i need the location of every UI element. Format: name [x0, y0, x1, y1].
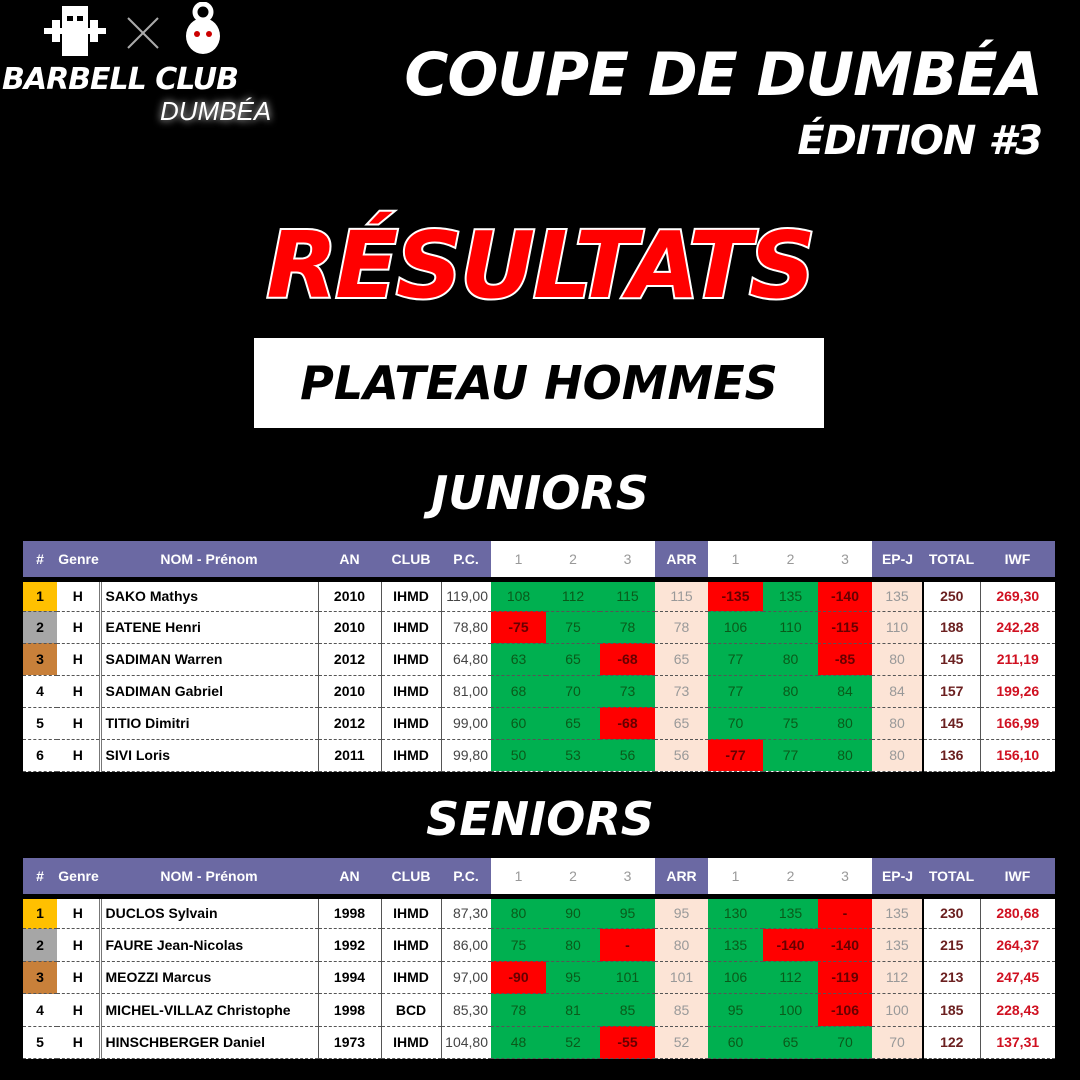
cj-3-cell: -115: [818, 611, 872, 643]
cj-best-cell: 135: [872, 579, 923, 611]
cj-best-cell: 80: [872, 707, 923, 739]
logo-emblems-icon: [40, 2, 270, 60]
snatch-best-cell: 73: [655, 675, 708, 707]
iwf-score-cell: 156,10: [980, 739, 1055, 771]
year-cell: 2010: [318, 611, 381, 643]
snatch-3-cell: 101: [600, 961, 655, 994]
cj-best-cell: 100: [872, 994, 923, 1027]
category-banner: [254, 338, 824, 428]
rank-cell: 4: [23, 994, 57, 1027]
column-header-bodyweight: P.C.: [441, 541, 491, 579]
logo-line2: DUMBÉA: [160, 96, 272, 126]
cj-2-cell: 80: [763, 675, 818, 707]
rank-cell: 6: [23, 739, 57, 771]
club-cell: IHMD: [381, 739, 441, 771]
cj-best-cell: 80: [872, 643, 923, 675]
total-cell: 157: [923, 675, 980, 707]
club-logo: [0, 0, 270, 130]
snatch-3-cell: 85: [600, 994, 655, 1027]
cj-3-cell: 70: [818, 1026, 872, 1059]
snatch-1-cell: 68: [491, 675, 546, 707]
snatch-1-cell: -90: [491, 961, 546, 994]
table-row: [23, 579, 1055, 611]
seniors-results-table: [23, 858, 1055, 1059]
column-header-snatch-2: 2: [546, 858, 600, 896]
column-header-rank: #: [23, 858, 57, 896]
bodyweight-cell: 99,80: [441, 739, 491, 771]
cj-3-cell: 80: [818, 707, 872, 739]
cj-3-cell: -106: [818, 994, 872, 1027]
header-row: [23, 541, 1055, 579]
snatch-2-cell: 70: [546, 675, 600, 707]
bodyweight-cell: 97,00: [441, 961, 491, 994]
cj-1-cell: 130: [708, 896, 763, 929]
snatch-1-cell: 48: [491, 1026, 546, 1059]
cj-best-cell: 112: [872, 961, 923, 994]
cj-1-cell: 135: [708, 929, 763, 962]
iwf-score-cell: 228,43: [980, 994, 1055, 1027]
cj-2-cell: 100: [763, 994, 818, 1027]
cj-best-cell: 110: [872, 611, 923, 643]
section-title-seniors: SENIORS: [426, 792, 654, 846]
total-cell: 188: [923, 611, 980, 643]
column-header-cj-2: 2: [763, 541, 818, 579]
snatch-1-cell: 60: [491, 707, 546, 739]
snatch-1-cell: 75: [491, 929, 546, 962]
rank-cell: 3: [23, 643, 57, 675]
snatch-best-cell: 115: [655, 579, 708, 611]
snatch-3-cell: 95: [600, 896, 655, 929]
total-cell: 213: [923, 961, 980, 994]
bodyweight-cell: 87,30: [441, 896, 491, 929]
iwf-score-cell: 247,45: [980, 961, 1055, 994]
total-cell: 122: [923, 1026, 980, 1059]
name-cell: TITIO Dimitri: [100, 707, 318, 739]
rank-cell: 1: [23, 579, 57, 611]
gender-cell: H: [57, 611, 100, 643]
cj-1-cell: 77: [708, 675, 763, 707]
rank-cell: 5: [23, 1026, 57, 1059]
snatch-3-cell: -68: [600, 643, 655, 675]
column-header-cj-1: 1: [708, 858, 763, 896]
bodyweight-cell: 119,00: [441, 579, 491, 611]
iwf-score-cell: 280,68: [980, 896, 1055, 929]
event-title: COUPE DE DUMBÉA: [404, 40, 1042, 110]
snatch-best-cell: 78: [655, 611, 708, 643]
cj-2-cell: 80: [763, 643, 818, 675]
column-header-club: CLUB: [381, 541, 441, 579]
club-cell: IHMD: [381, 1026, 441, 1059]
snatch-2-cell: 112: [546, 579, 600, 611]
section-title-juniors: JUNIORS: [431, 466, 649, 520]
column-header-name: NOM - Prénom: [100, 541, 318, 579]
name-cell: EATENE Henri: [100, 611, 318, 643]
club-cell: IHMD: [381, 707, 441, 739]
snatch-best-cell: 65: [655, 707, 708, 739]
column-header-snatch-3: 3: [600, 858, 655, 896]
iwf-score-cell: 242,28: [980, 611, 1055, 643]
year-cell: 2010: [318, 675, 381, 707]
rank-cell: 4: [23, 675, 57, 707]
rank-cell: 1: [23, 896, 57, 929]
cj-3-cell: -: [818, 896, 872, 929]
juniors-results-table: [23, 541, 1055, 772]
year-cell: 1998: [318, 994, 381, 1027]
snatch-2-cell: 81: [546, 994, 600, 1027]
rank-cell: 3: [23, 961, 57, 994]
table-row: [23, 739, 1055, 771]
table-row: [23, 896, 1055, 929]
header-row: [23, 858, 1055, 896]
snatch-1-cell: 108: [491, 579, 546, 611]
gender-cell: H: [57, 994, 100, 1027]
snatch-best-cell: 80: [655, 929, 708, 962]
cj-2-cell: 110: [763, 611, 818, 643]
snatch-2-cell: 80: [546, 929, 600, 962]
cj-2-cell: 75: [763, 707, 818, 739]
column-header-snatch-1: 1: [491, 858, 546, 896]
name-cell: FAURE Jean-Nicolas: [100, 929, 318, 962]
gender-cell: H: [57, 579, 100, 611]
year-cell: 2012: [318, 643, 381, 675]
column-header-rank: #: [23, 541, 57, 579]
rank-cell: 5: [23, 707, 57, 739]
year-cell: 2010: [318, 579, 381, 611]
total-cell: 145: [923, 643, 980, 675]
table-row: [23, 611, 1055, 643]
cj-3-cell: -140: [818, 929, 872, 962]
column-header-gender: Genre: [57, 858, 100, 896]
name-cell: SAKO Mathys: [100, 579, 318, 611]
snatch-1-cell: -75: [491, 611, 546, 643]
cj-3-cell: -140: [818, 579, 872, 611]
snatch-2-cell: 65: [546, 643, 600, 675]
name-cell: SADIMAN Warren: [100, 643, 318, 675]
column-header-gender: Genre: [57, 541, 100, 579]
rank-cell: 2: [23, 929, 57, 962]
column-header-cj-2: 2: [763, 858, 818, 896]
column-header-name: NOM - Prénom: [100, 858, 318, 896]
total-cell: 230: [923, 896, 980, 929]
table-row: [23, 1026, 1055, 1059]
snatch-3-cell: 73: [600, 675, 655, 707]
club-cell: IHMD: [381, 611, 441, 643]
club-cell: IHMD: [381, 643, 441, 675]
column-header-snatch-1: 1: [491, 541, 546, 579]
snatch-best-cell: 95: [655, 896, 708, 929]
bodyweight-cell: 85,30: [441, 994, 491, 1027]
gender-cell: H: [57, 929, 100, 962]
column-header-year: AN: [318, 541, 381, 579]
cj-best-cell: 84: [872, 675, 923, 707]
cj-3-cell: -119: [818, 961, 872, 994]
year-cell: 1973: [318, 1026, 381, 1059]
cj-best-cell: 135: [872, 929, 923, 962]
name-cell: MICHEL-VILLAZ Christophe: [100, 994, 318, 1027]
total-cell: 185: [923, 994, 980, 1027]
club-cell: BCD: [381, 994, 441, 1027]
total-cell: 145: [923, 707, 980, 739]
cj-1-cell: -77: [708, 739, 763, 771]
cj-best-cell: 135: [872, 896, 923, 929]
results-title: RÉSULTATS: [266, 212, 814, 319]
category-label: PLATEAU HOMMES: [300, 356, 778, 410]
cj-1-cell: -135: [708, 579, 763, 611]
iwf-score-cell: 264,37: [980, 929, 1055, 962]
cj-1-cell: 106: [708, 611, 763, 643]
snatch-best-cell: 85: [655, 994, 708, 1027]
gender-cell: H: [57, 1026, 100, 1059]
year-cell: 2012: [318, 707, 381, 739]
snatch-2-cell: 52: [546, 1026, 600, 1059]
snatch-1-cell: 78: [491, 994, 546, 1027]
cj-2-cell: 112: [763, 961, 818, 994]
column-header-total: TOTAL: [923, 541, 980, 579]
cj-2-cell: 135: [763, 579, 818, 611]
bodyweight-cell: 78,80: [441, 611, 491, 643]
year-cell: 2011: [318, 739, 381, 771]
snatch-2-cell: 75: [546, 611, 600, 643]
gender-cell: H: [57, 643, 100, 675]
table-row: [23, 961, 1055, 994]
name-cell: MEOZZI Marcus: [100, 961, 318, 994]
snatch-2-cell: 65: [546, 707, 600, 739]
snatch-3-cell: -: [600, 929, 655, 962]
club-cell: IHMD: [381, 961, 441, 994]
table-row: [23, 675, 1055, 707]
snatch-3-cell: -68: [600, 707, 655, 739]
snatch-1-cell: 50: [491, 739, 546, 771]
cj-2-cell: 135: [763, 896, 818, 929]
column-header-snatch-best: ARR: [655, 858, 708, 896]
snatch-2-cell: 95: [546, 961, 600, 994]
club-cell: IHMD: [381, 675, 441, 707]
cj-3-cell: -85: [818, 643, 872, 675]
iwf-score-cell: 137,31: [980, 1026, 1055, 1059]
cj-1-cell: 95: [708, 994, 763, 1027]
year-cell: 1994: [318, 961, 381, 994]
total-cell: 215: [923, 929, 980, 962]
bodyweight-cell: 99,00: [441, 707, 491, 739]
name-cell: SIVI Loris: [100, 739, 318, 771]
snatch-3-cell: 56: [600, 739, 655, 771]
cj-3-cell: 80: [818, 739, 872, 771]
gender-cell: H: [57, 961, 100, 994]
name-cell: SADIMAN Gabriel: [100, 675, 318, 707]
snatch-1-cell: 80: [491, 896, 546, 929]
edition-label: ÉDITION #3: [797, 118, 1042, 164]
snatch-best-cell: 52: [655, 1026, 708, 1059]
name-cell: HINSCHBERGER Daniel: [100, 1026, 318, 1059]
total-cell: 136: [923, 739, 980, 771]
column-header-year: AN: [318, 858, 381, 896]
table-row: [23, 994, 1055, 1027]
cj-2-cell: 65: [763, 1026, 818, 1059]
club-cell: IHMD: [381, 579, 441, 611]
column-header-club: CLUB: [381, 858, 441, 896]
cj-1-cell: 77: [708, 643, 763, 675]
gender-cell: H: [57, 707, 100, 739]
column-header-snatch-3: 3: [600, 541, 655, 579]
snatch-2-cell: 90: [546, 896, 600, 929]
gender-cell: H: [57, 896, 100, 929]
snatch-best-cell: 56: [655, 739, 708, 771]
year-cell: 1998: [318, 896, 381, 929]
iwf-score-cell: 269,30: [980, 579, 1055, 611]
table-row: [23, 929, 1055, 962]
table-row: [23, 643, 1055, 675]
snatch-1-cell: 63: [491, 643, 546, 675]
column-header-snatch-2: 2: [546, 541, 600, 579]
rank-cell: 2: [23, 611, 57, 643]
snatch-3-cell: 78: [600, 611, 655, 643]
snatch-2-cell: 53: [546, 739, 600, 771]
bodyweight-cell: 86,00: [441, 929, 491, 962]
column-header-cj-best: EP-J: [872, 541, 923, 579]
cj-2-cell: -140: [763, 929, 818, 962]
iwf-score-cell: 199,26: [980, 675, 1055, 707]
cj-1-cell: 106: [708, 961, 763, 994]
bodyweight-cell: 81,00: [441, 675, 491, 707]
year-cell: 1992: [318, 929, 381, 962]
total-cell: 250: [923, 579, 980, 611]
cj-best-cell: 80: [872, 739, 923, 771]
bodyweight-cell: 64,80: [441, 643, 491, 675]
snatch-best-cell: 65: [655, 643, 708, 675]
cj-best-cell: 70: [872, 1026, 923, 1059]
column-header-bodyweight: P.C.: [441, 858, 491, 896]
column-header-cj-1: 1: [708, 541, 763, 579]
gender-cell: H: [57, 739, 100, 771]
column-header-cj-3: 3: [818, 541, 872, 579]
iwf-score-cell: 211,19: [980, 643, 1055, 675]
cj-2-cell: 77: [763, 739, 818, 771]
club-cell: IHMD: [381, 896, 441, 929]
column-header-cj-best: EP-J: [872, 858, 923, 896]
table-row: [23, 707, 1055, 739]
snatch-3-cell: 115: [600, 579, 655, 611]
cj-1-cell: 60: [708, 1026, 763, 1059]
bodyweight-cell: 104,80: [441, 1026, 491, 1059]
snatch-3-cell: -55: [600, 1026, 655, 1059]
club-cell: IHMD: [381, 929, 441, 962]
name-cell: DUCLOS Sylvain: [100, 896, 318, 929]
column-header-iwf-score: IWF: [980, 858, 1055, 896]
cj-1-cell: 70: [708, 707, 763, 739]
column-header-snatch-best: ARR: [655, 541, 708, 579]
logo-line1: BARBELL CLUB: [2, 62, 238, 97]
column-header-total: TOTAL: [923, 858, 980, 896]
snatch-best-cell: 101: [655, 961, 708, 994]
gender-cell: H: [57, 675, 100, 707]
iwf-score-cell: 166,99: [980, 707, 1055, 739]
column-header-cj-3: 3: [818, 858, 872, 896]
cj-3-cell: 84: [818, 675, 872, 707]
column-header-iwf-score: IWF: [980, 541, 1055, 579]
